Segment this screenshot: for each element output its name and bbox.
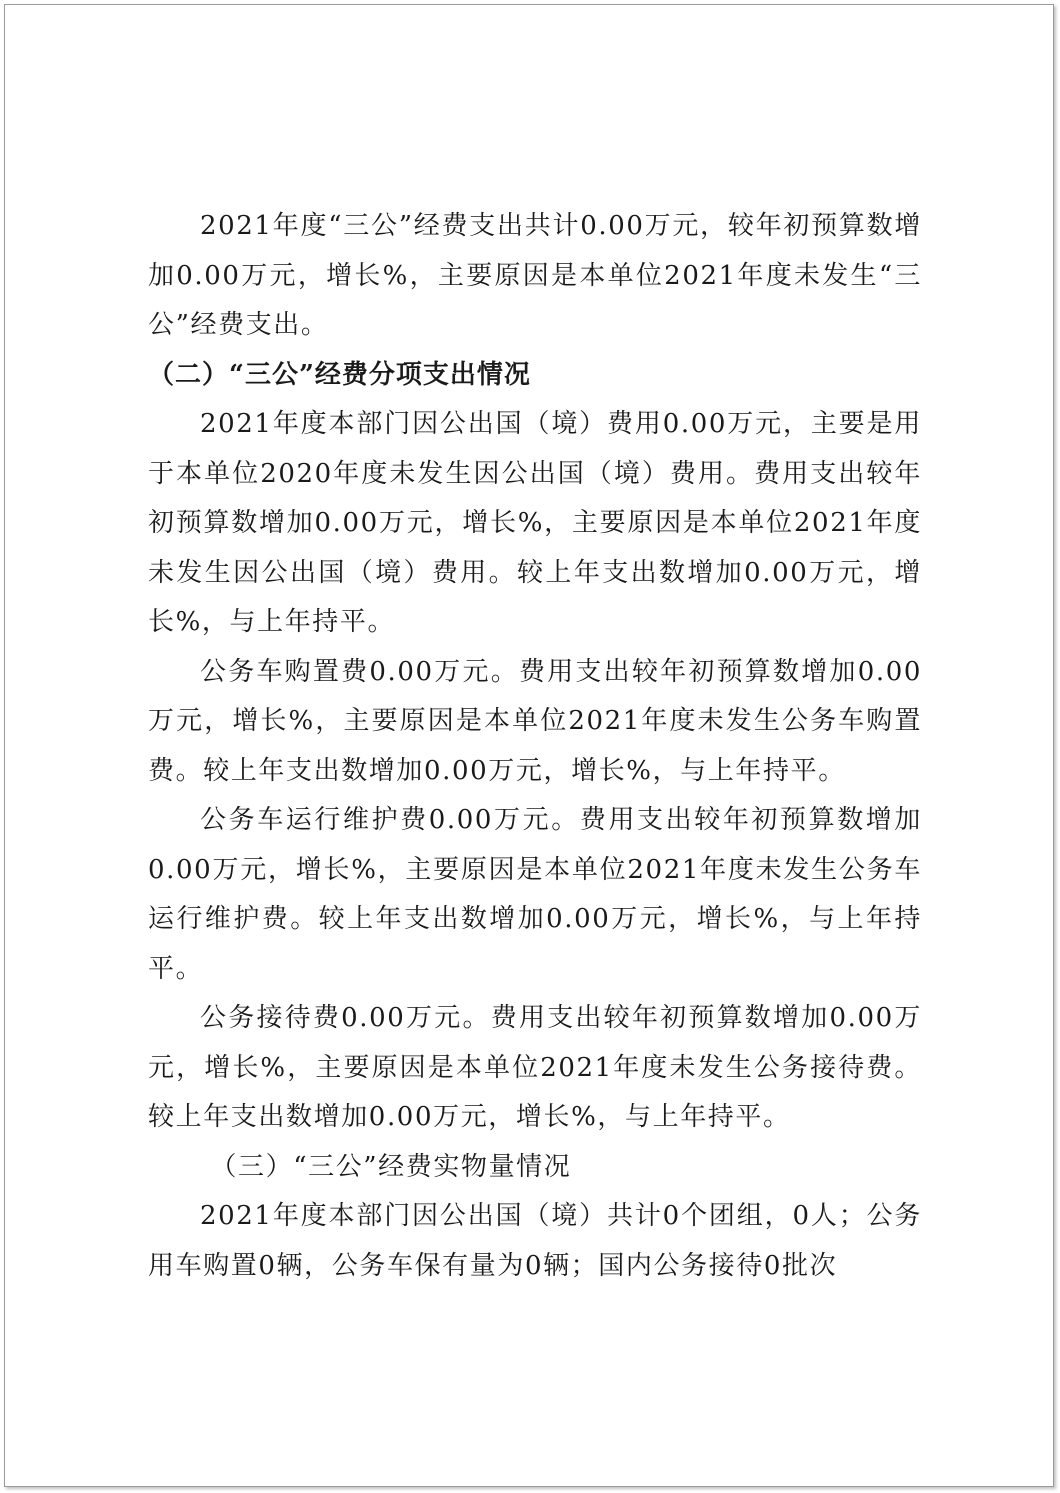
paragraph-total-expenditure: 2021年度“三公”经费支出共计0.00万元，较年初预算数增加0.00万元，增长%，主要原因是本单位2021年度未发生“三公”经费支出。 xyxy=(148,211,922,340)
section-heading-physical: （三）“三公”经费实物量情况 xyxy=(210,1151,572,1182)
paragraph-vehicle-maintenance: 公务车运行维护费0.00万元。费用支出较年初预算数增加0.00万元，增长%，主要原因是本单位2021年度未发生公务车运行维护费。较上年支出数增加0.00万元，增长%，与上年持平。 xyxy=(148,805,922,984)
paragraph-abroad-expense: 2021年度本部门因公出国（境）费用0.00万元，主要是用于本单位2020年度未发生因公出国（境）费用。费用支出较年初预算数增加0.00万元，增长%，主要原因是本单位2021年度未发生因公出国（境）费用。较上年支出数增加0.00万元，增长%，与上年持平。 xyxy=(148,409,922,637)
paragraph-vehicle-purchase: 公务车购置费0.00万元。费用支出较年初预算数增加0.00万元，增长%，主要原因是本单位2021年度未发生公务车购置费。较上年支出数增加0.00万元，增长%，与上年持平。 xyxy=(148,656,922,786)
document-page xyxy=(4,4,1054,1487)
paragraph-reception-expense: 公务接待费0.00万元。费用支出较年初预算数增加0.00万元，增长%，主要原因是本单位2021年度未发生公务接待费。较上年支出数增加0.00万元，增长%，与上年持平。 xyxy=(148,1003,922,1132)
section-heading-itemized: （二）“三公”经费分项支出情况 xyxy=(148,359,531,390)
document-body xyxy=(148,202,922,1291)
paragraph-physical-quantity: 2021年度本部门因公出国（境）共计0个团组，0人；公务用车购置0辆，公务车保有量为0辆；国内公务接待0批次 xyxy=(148,1201,922,1281)
